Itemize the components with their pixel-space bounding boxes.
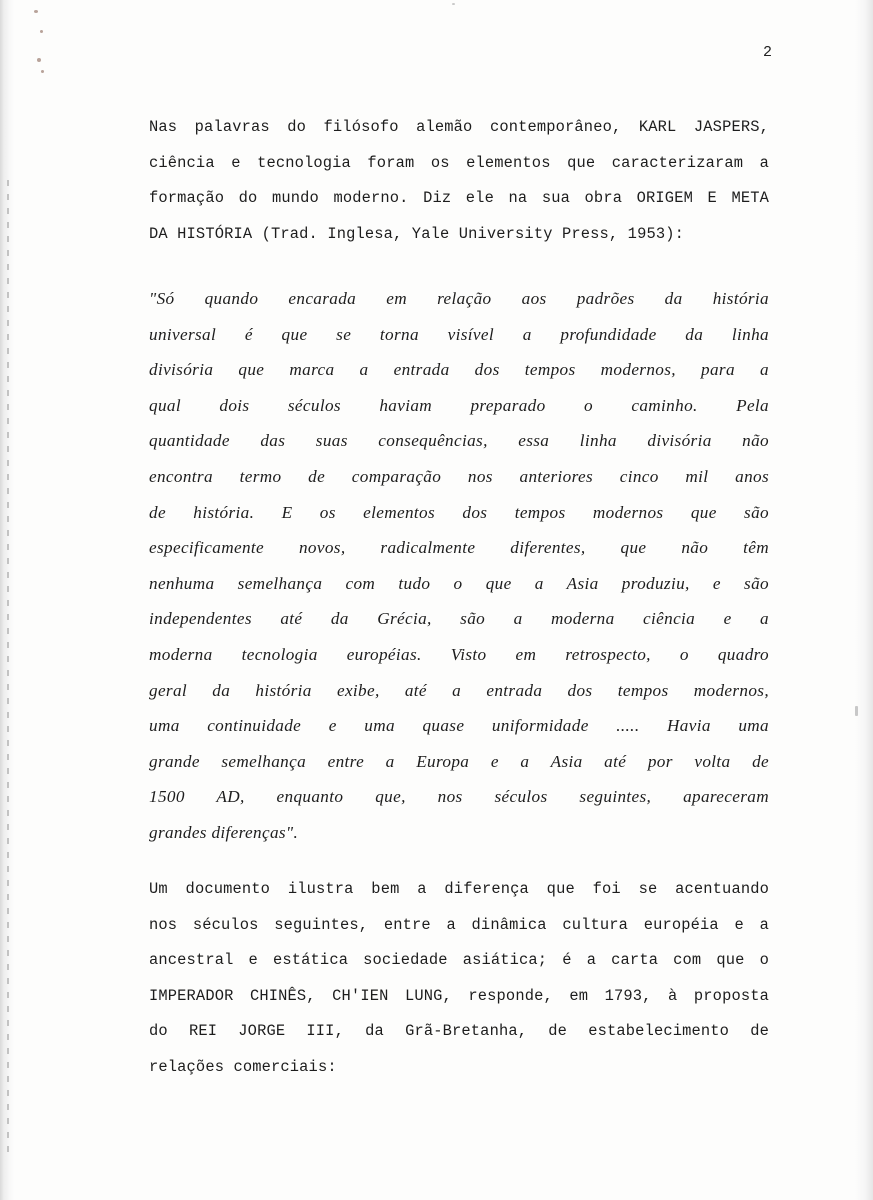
paragraph-line: Um documento ilustra bem a diferença que foi se acentuando	[149, 880, 769, 898]
scanner-left-edge	[0, 0, 14, 1200]
ink-speck	[855, 706, 858, 716]
paragraph-line: do REI JORGE III, da Grã-Bretanha, de estabelecimento de	[149, 1022, 769, 1040]
quote-line: qual dois séculos haviam preparado o caminho. Pela	[149, 395, 769, 415]
scanner-right-edge	[855, 0, 873, 1200]
paragraph-intro	[149, 110, 769, 252]
paragraph-line: ancestral e estática sociedade asiática; é a carta com que o	[149, 951, 769, 969]
ink-speck	[40, 30, 43, 33]
quote-line: geral da história exibe, até a entrada dos tempos modernos,	[149, 680, 769, 700]
quote-line: moderna tecnologia européias. Visto em retrospecto, o quadro	[149, 644, 769, 664]
ink-speck	[41, 70, 44, 73]
paragraph-line: DA HISTÓRIA (Trad. Inglesa, Yale University Press, 1953):	[149, 224, 684, 243]
quote-line: quantidade das suas consequências, essa linha divisória não	[149, 431, 769, 451]
paragraph-line: relações comerciais:	[149, 1057, 337, 1076]
quote-line: 1500 AD, enquanto que, nos séculos seguintes, apareceram	[149, 787, 769, 807]
quote-line: grande semelhança entre a Europa e a Asia até por volta de	[149, 751, 769, 771]
paragraph-line: IMPERADOR CHINÊS, CH'IEN LUNG, responde, em 1793, à proposta	[149, 986, 769, 1005]
ink-speck	[34, 10, 38, 13]
quote-line: "Só quando encarada em relação aos padrões da história	[149, 289, 769, 308]
paragraph-line: nos séculos seguintes, entre a dinâmica cultura européia e a	[149, 915, 769, 934]
quote-line: especificamente novos, radicalmente diferentes, que não têm	[149, 538, 769, 558]
page-number: 2	[763, 44, 773, 61]
paragraph-document	[149, 872, 769, 1085]
quote-line: de história. E os elementos dos tempos modernos que são	[149, 502, 769, 522]
quote-line: divisória que marca a entrada dos tempos modernos, para a	[149, 360, 769, 380]
block-quote	[149, 281, 769, 851]
quote-line: uma continuidade e uma quase uniformidade ..... Havia uma	[149, 716, 769, 736]
quote-line: nenhuma semelhança com tudo o que a Asia produziu, e são	[149, 573, 769, 593]
quote-line: universal é que se torna visível a profundidade da linha	[149, 324, 769, 344]
quote-line: grandes diferenças".	[149, 822, 299, 842]
ink-speck	[452, 3, 455, 5]
paragraph-line: ciência e tecnologia foram os elementos que caracterizaram a	[149, 153, 769, 172]
ink-speck	[37, 58, 41, 62]
paragraph-line: formação do mundo moderno. Diz ele na sua obra ORIGEM E META	[149, 189, 769, 207]
quote-line: independentes até da Grécia, são a moderna ciência e a	[149, 609, 769, 629]
quote-line: encontra termo de comparação nos anteriores cinco mil anos	[149, 466, 769, 486]
paragraph-line: Nas palavras do filósofo alemão contemporâneo, KARL JASPERS,	[149, 118, 769, 136]
